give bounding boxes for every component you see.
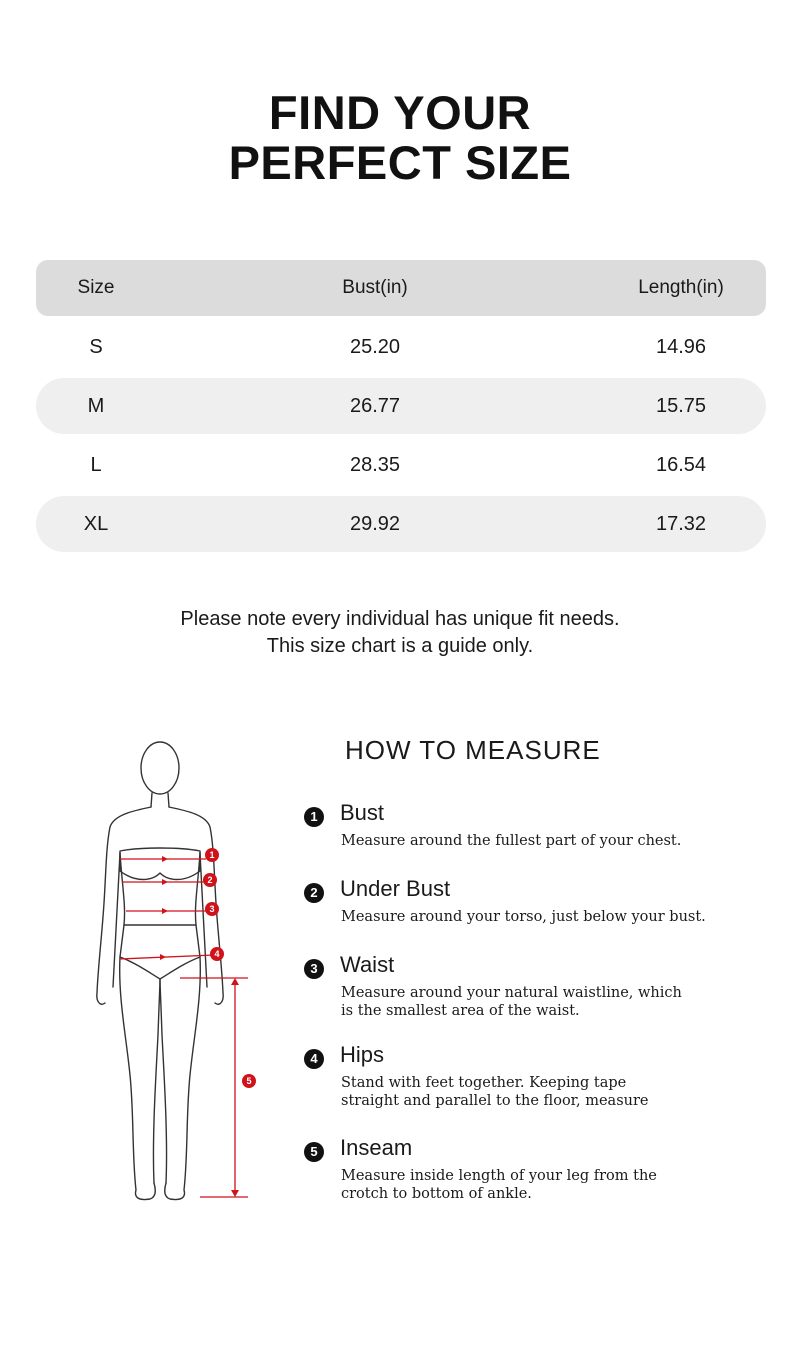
fit-note [0,606,800,660]
step-name: Inseam [340,1135,413,1160]
header-length: Length(in) [638,277,724,298]
size-table-header [36,260,766,316]
step-number-icon: 4 [304,1049,324,1069]
step-name: Waist [340,952,395,977]
body-figure [80,735,280,1215]
length-cell: 15.75 [655,395,707,417]
step-number-icon: 5 [304,1142,324,1162]
step-description-line: Measure around your torso, just below your bust. [341,909,706,925]
step-description-line: crotch to bottom of ankle. [341,1186,532,1202]
how-to-measure-title: HOW TO MEASURE [345,735,601,765]
step-description [341,908,721,926]
step-description-line: is the smallest area of the waist. [341,1003,580,1019]
step-number-icon: 2 [304,883,324,903]
step-name: Bust [340,800,385,825]
step-description [341,832,721,850]
size-cell: L [90,454,102,476]
step-name: Hips [340,1042,385,1067]
step-description [341,1167,721,1203]
title-line-2: PERFECT SIZE [228,136,572,189]
bust-cell: 28.35 [349,454,401,476]
step-number-icon: 3 [304,959,324,979]
length-cell: 16.54 [655,454,707,476]
step-description-line: Stand with feet together. Keeping tape [341,1075,627,1091]
table-row [36,496,766,552]
bust-cell: 26.77 [349,395,401,417]
marker-5-label: 5 [246,1076,252,1086]
step-name: Under Bust [340,876,451,901]
title-line-1: FIND YOUR [268,86,532,139]
fit-note-line-1: Please note every individual has unique fit needs. [180,608,620,630]
step-description-line: Measure around your natural waistline, which [341,985,682,1001]
marker-3-label: 3 [209,904,215,914]
step-description-line: straight and parallel to the floor, measure [341,1093,649,1109]
step-description-line: Measure inside length of your leg from the [341,1168,657,1184]
marker-1-label: 1 [209,850,215,860]
page-title [0,88,800,188]
marker-4-label: 4 [214,949,220,959]
header-bust: Bust(in) [342,277,408,298]
marker-2-label: 2 [207,875,213,885]
body-outline-illustration [80,735,280,1215]
fit-note-line-2: This size chart is a guide only. [266,635,534,657]
size-cell: M [87,395,105,417]
header-size: Size [77,277,115,298]
size-cell: S [89,336,103,358]
bust-cell: 25.20 [349,336,401,358]
length-cell: 14.96 [655,336,707,358]
length-cell: 17.32 [655,513,707,535]
step-description [341,1074,721,1110]
step-description-line: Measure around the fullest part of your chest. [341,833,682,849]
table-row [36,437,766,493]
size-table [36,260,766,552]
table-row [36,378,766,434]
size-cell: XL [83,513,109,535]
step-number-icon: 1 [304,807,324,827]
table-row [36,319,766,375]
bust-cell: 29.92 [349,513,401,535]
step-description [341,984,721,1020]
